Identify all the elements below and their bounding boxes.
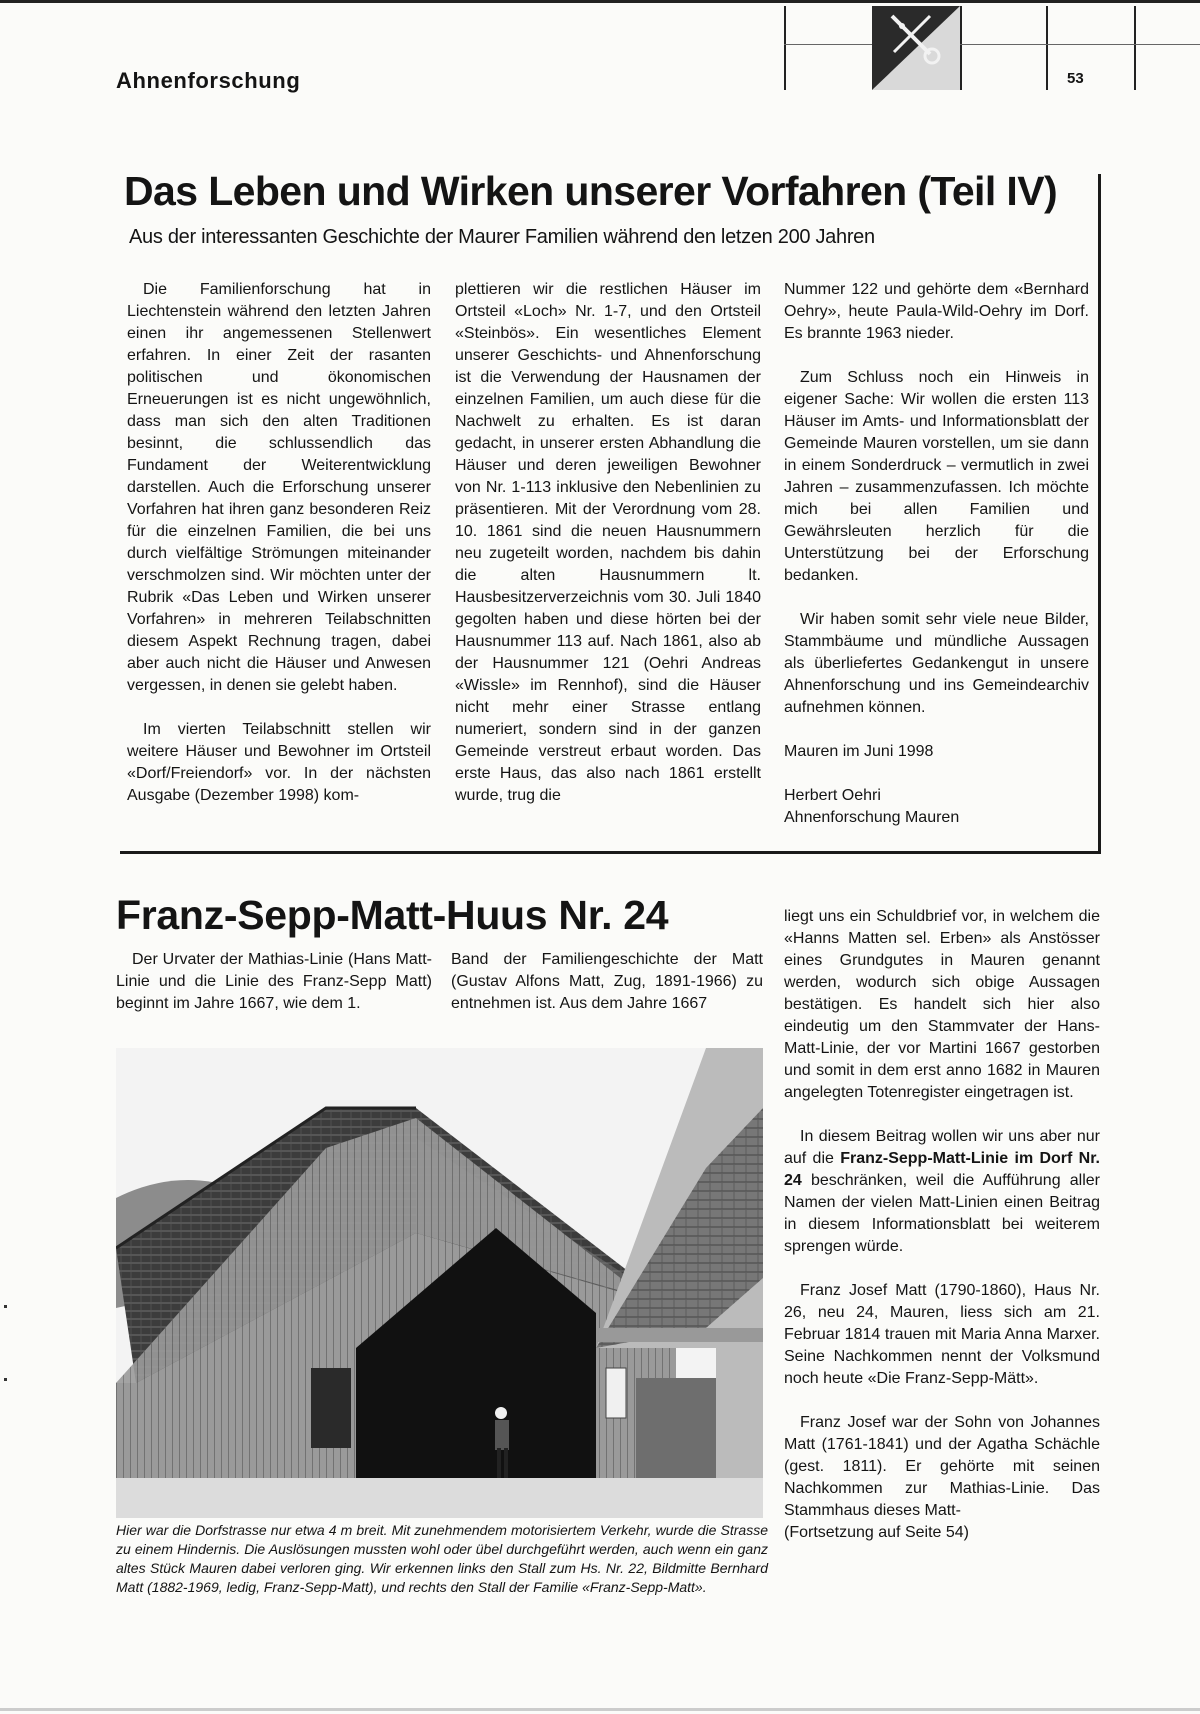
bold-text: Franz-Sepp-Matt-Linie im Dorf Nr. 24 [784,1150,1100,1189]
article2-column-2 [451,949,763,1015]
article2-title: Franz-Sepp-Matt-Huus Nr. 24 [116,892,669,938]
photo-caption: Hier war die Dorfstrasse nur etwa 4 m breit. Mit zunehmendem motorisiertem Verkehr, wurde die Strasse zu einem Hindernis. Die Auslösungen mussten wohl oder übel durchgeführt werden, auch wenn ein ganz altes Stück Mauren dabei verloren ging. Wir erkennen links den Stall zum Hs. Nr. 22, Bildmitte Bernhard Matt (1882-1969, ledig, Franz-Sepp-Matt), und rechts den Stall der Familie «Franz-Sepp-Matt». [116,1522,768,1595]
article-title: Das Leben und Wirken unserer Vorfahren (Teil IV) [124,168,1057,214]
paragraph: Nummer 122 und gehörte dem «Bernhard Oehry», heute Paula-Wild-Oehry im Dorf. Es brannte 1963 nieder. [784,281,1089,342]
paragraph: Der Urvater der Mathias-Linie (Hans Matt-Linie und die Linie des Franz-Sepp Matt) beginnt im Jahre 1667, wie dem 1. [116,951,432,1012]
place-date: Mauren im Juni 1998 [784,743,934,760]
continuation-note: (Fortsetzung auf Seite 54) [784,1524,969,1541]
author-organization: Ahnenforschung Mauren [784,809,960,826]
paragraph: plettieren wir die restlichen Häuser im Ortsteil «Loch» Nr. 1-7, und den Ortsteil «Steinbös». Ein wesentliches Element unserer Geschichts- und Ahnenforschung ist die Verwendung der Hausnamen der einzelnen Familien, um auch diese für die Nachwelt zu erhalten. Es ist daran gedacht, in unserer ersten Abhandlung die Häuser und deren jeweiligen Bewohner von Nr. 1-113 inklusive den Nebenlinien zu präsentieren. Mit der Verordnung vom 28. 10. 1861 sind die neuen Hausnummern neu zugeteilt worden, nachdem bis dahin die alten Hausnummern lt. Hausbesitzerverzeichnis vom 30. Juli 1840 gegolten haben und diese hörten bei der Hausnummer 113 auf. Nach 1861, also ab der Hausnummer 121 (Oehri Andreas «Wissle» im Rennhof), sind die Häuser nicht mehr einer Strasse entlang numeriert, sondern sind in der ganzen Gemeinde verstreut erbaut worden. Das erste Haus, das also nach 1861 erstellt wurde, trug die [455,281,761,804]
paragraph: Band der Familiengeschichte der Matt (Gustav Alfons Matt, Zug, 1891-1966) zu entnehmen ist. Aus dem Jahre 1667 [451,951,763,1012]
paragraph: Zum Schluss noch ein Hinweis in eigener Sache: Wir wollen die ersten 113 Häuser im Amts- und Informationsblatt der Gemeinde Mauren vorstellen, um sie dann in einem Sonderdruck – vermutlich in zwei Jahren – zusammenzufassen. Ich möchte mich bei allen Familien und Gewährsleuten herzlich für die Unterstützung bei der Erforschung bedanken. [784,369,1089,584]
article2-column-3 [784,906,1100,1544]
scan-mark [4,1378,7,1381]
header-grid [784,0,1200,92]
paragraph: Im vierten Teilabschnitt stellen wir weitere Häuser und Bewohner im Ortsteil «Dorf/Freiendorf» vor. In der nächsten Ausgabe (Dezember 1998) kom- [127,721,431,804]
text-run: beschränken, weil die Aufführung aller Namen der vielen Matt-Linien einen Beitrag in diesem Informationsblatt bei weiterem sprengen würde. [784,1172,1100,1255]
page-number: 53 [1067,70,1084,87]
grid-line [1134,6,1136,90]
author-name: Herbert Oehri [784,787,881,804]
barn-photo [116,1048,763,1518]
article-frame-right [1098,174,1101,854]
grid-line [784,6,786,90]
grid-row-line [784,44,1200,45]
paragraph [784,1126,1100,1258]
article1-column-2 [455,279,761,807]
article1-column-1 [127,279,431,807]
section-label: Ahnenforschung [116,68,301,93]
grid-line [960,6,962,90]
article1-column-3 [784,279,1089,829]
paragraph: liegt uns ein Schuldbrief vor, in welchem die «Hanns Matten sel. Erben» als Anstösser eines Grundgutes in Mauren genannt werden, wodurch sich obige Aussagen bestätigen. Es handelt sich hier also eindeutig um den Stammvater der Hans-Matt-Linie, der vor Martini 1667 gestorben und somit in dem erst anno 1682 in Mauren angelegten Totenregister eingetragen ist. [784,908,1100,1101]
article2-column-1 [116,949,432,1015]
paragraph: Die Familienforschung hat in Liechtenstein während den letzten Jahren einen ihr angemessenen Stellenwert erfahren. In einer Zeit der rasanten politischen und ökonomischen Erneuerungen ist es nicht ungewöhnlich, dass man sich den alten Traditionen besinnt, die schlussendlich das Fundament der Weiterentwicklung darstellen. Auch die Erforschung unserer Vorfahren hat ihren ganz besonderen Reiz für die einzelnen Familien, die bei uns durch vielfältige Strömungen miteinander verschmolzen sind. Wir möchten unter der Rubrik «Das Leben und Wirken unserer Vorfahren» in mehreren Teilabschnitten diesem Aspekt Rechnung tragen, dabei aber auch nicht die Häuser und Anwesen vergessen, in denen sie gelebt haben. [127,281,431,694]
coat-of-arms-icon [872,6,960,90]
bottom-rule [0,1708,1200,1711]
paragraph: Wir haben somit sehr viele neue Bilder, Stammbäume und mündliche Aussagen als überliefertes Gedankengut in unsere Ahnenforschung und ins Gemeindearchiv aufnehmen können. [784,611,1089,716]
paragraph: Franz Josef war der Sohn von Johannes Matt (1761-1841) und der Agatha Schächle (gest. 1811). Er gehörte mit seinen Nachkommen zur Mathias-Linie. Das Stammhaus dieses Matt- [784,1414,1100,1519]
article-subtitle: Aus der interessanten Geschichte der Maurer Familien während den letzen 200 Jahren [129,226,875,248]
scan-mark [4,1305,7,1308]
text-run: In diesem Beitrag wollen wir uns aber nur auf die [784,1128,1100,1167]
article-frame-bottom [120,851,1101,854]
paragraph: Franz Josef Matt (1790-1860), Haus Nr. 26, neu 24, Mauren, liess sich am 21. Februar 1814 trauen mit Maria Anna Marxer. Seine Nachkommen nennt der Volksmund noch heute «Die Franz-Sepp-Mätt». [784,1282,1100,1387]
grid-line [1046,6,1048,90]
